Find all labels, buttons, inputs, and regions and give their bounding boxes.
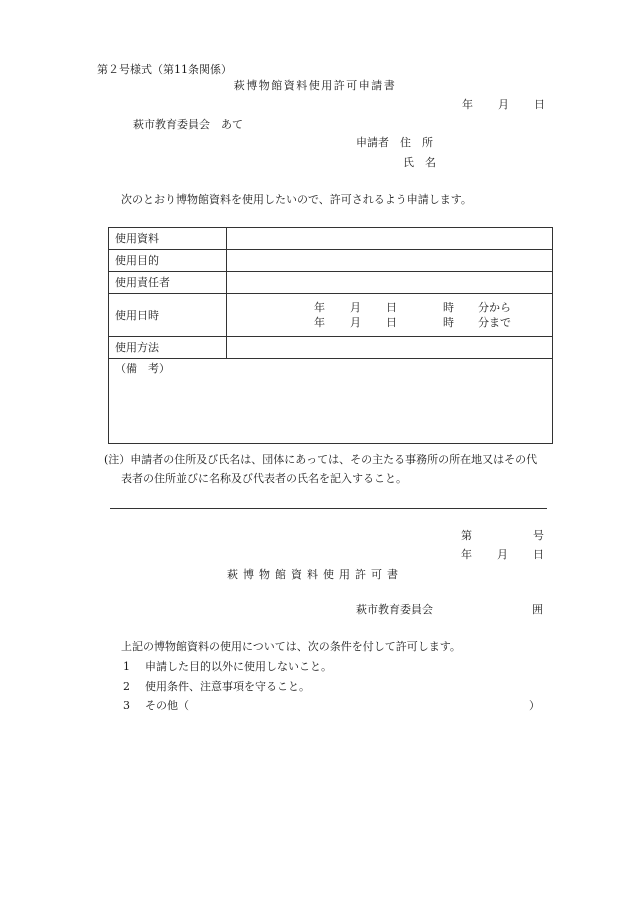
application-table: [108, 227, 553, 444]
permit-number-suffix: 号: [533, 529, 544, 542]
date-day: 日: [534, 98, 545, 111]
responsible-field[interactable]: [227, 272, 553, 294]
purpose-field[interactable]: [227, 250, 553, 272]
method-label: 使用方法: [109, 337, 227, 359]
application-title: 萩博物館資料使用許可申請書: [233, 79, 397, 92]
permit-issuer: 萩市教育委員会: [356, 603, 433, 616]
condition-text: 申請した目的以外に使用しないこと。: [145, 660, 332, 673]
other-close-paren: ）: [529, 699, 540, 712]
until-hour: 時: [443, 316, 454, 329]
until-year: 年: [314, 316, 325, 329]
condition-number: 3: [123, 699, 130, 712]
until-day: 日: [386, 316, 397, 329]
date-year: 年: [462, 98, 473, 111]
datetime-field[interactable]: [227, 294, 553, 337]
material-label: 使用資料: [109, 228, 227, 250]
permit-date-year: 年: [461, 548, 472, 561]
condition-item: [123, 681, 310, 692]
from-day: 日: [386, 301, 397, 314]
permit-date: [461, 549, 544, 560]
application-intro: 次のとおり博物館資料を使用したいので、許可されるよう申請します。: [121, 193, 472, 206]
from-hour: 時: [443, 301, 454, 314]
remarks-field[interactable]: [109, 359, 553, 444]
from-minute: 分から: [478, 301, 511, 314]
method-field[interactable]: [227, 337, 553, 359]
condition-item: [123, 661, 332, 672]
from-month: 月: [350, 301, 361, 314]
applicant-name-label: 氏 名: [403, 156, 436, 169]
purpose-label: 使用目的: [109, 250, 227, 272]
permit-number: [461, 530, 544, 541]
permit-date-month: 月: [497, 548, 508, 561]
until-month: 月: [350, 316, 361, 329]
permit-number-prefix: 第: [461, 529, 472, 542]
datetime-until-line: [233, 315, 552, 330]
applicant-address-label: 申請者 住 所: [356, 136, 433, 149]
datetime-label: 使用日時: [109, 294, 227, 337]
until-minute: 分まで: [478, 316, 511, 329]
condition-text: 使用条件、注意事項を守ること。: [145, 680, 310, 693]
note-line-1: (注）申請者の住所及び氏名は、団体にあっては、その主たる事務所の所在地又はその代: [104, 453, 538, 466]
datetime-from-line: [233, 300, 552, 315]
permit-intro: 上記の博物館資料の使用については、次の条件を付して許可します。: [121, 640, 461, 653]
condition-item: [123, 700, 189, 711]
permit-title: 萩博物館資料使用許可書: [227, 568, 403, 581]
condition-number: 1: [123, 660, 130, 673]
material-field[interactable]: [227, 228, 553, 250]
form-label: 第２号様式（第11条関係）: [97, 63, 232, 76]
permit-date-day: 日: [533, 548, 544, 561]
note-line-2: 表者の住所並びに名称及び代表者の氏名を記入すること。: [121, 472, 407, 485]
condition-number: 2: [123, 680, 130, 693]
addressee: 萩市教育委員会 あて: [133, 118, 243, 131]
responsible-label: 使用責任者: [109, 272, 227, 294]
seal-mark: 囲: [532, 603, 543, 616]
from-year: 年: [314, 301, 325, 314]
application-date: [462, 99, 545, 110]
date-month: 月: [498, 98, 509, 111]
condition-text: その他（: [145, 699, 189, 712]
section-divider: [110, 508, 547, 509]
remarks-label: （備 考）: [115, 362, 170, 375]
